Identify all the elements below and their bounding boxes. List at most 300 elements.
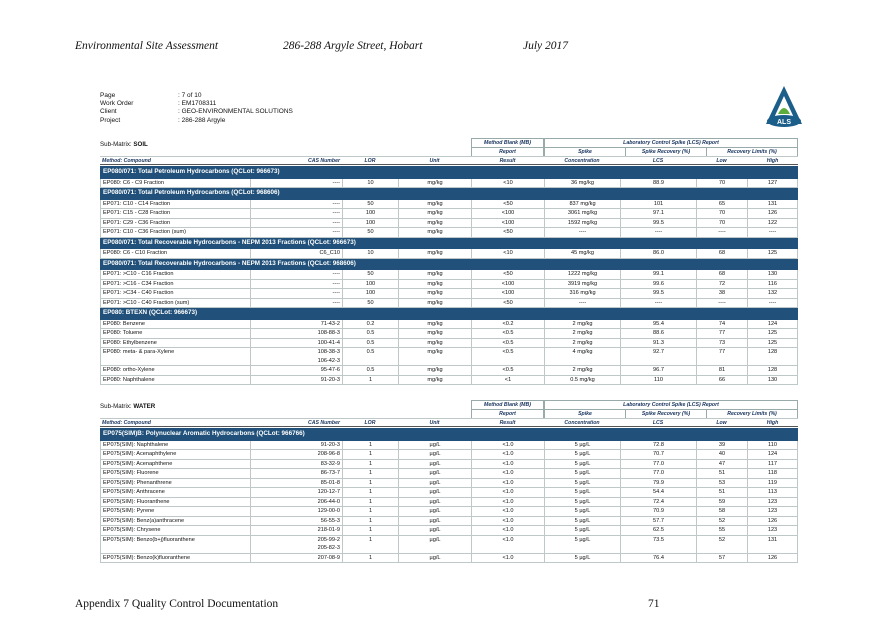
table-cell: ----: [621, 298, 697, 308]
table-cell: 5 µg/L: [545, 478, 621, 488]
table-row: [101, 488, 798, 498]
table-cell: 5 µg/L: [545, 516, 621, 526]
logo-text: ALS: [777, 119, 791, 126]
table-cell: 100: [343, 279, 399, 289]
table-cell: <1.0: [472, 469, 545, 479]
table-cell: 40: [697, 450, 748, 460]
table-cell: 52: [697, 516, 748, 526]
table-cell: C6_C10: [251, 249, 343, 259]
table-cell: 5 µg/L: [545, 469, 621, 479]
meta-value: : GEO-ENVIRONMENTAL SOLUTIONS: [178, 108, 293, 116]
qc-lot-title: EP080/071: Total Recoverable Hydrocarbons - NEPM 2013 Fractions (QCLot: 968606): [101, 258, 798, 270]
table-cell: 50: [343, 199, 399, 209]
table-cell: 1: [343, 553, 399, 563]
table-cell: 100: [343, 209, 399, 219]
table-cell: 5 µg/L: [545, 450, 621, 460]
qc-lot-header: [101, 308, 798, 320]
sub-matrix-label: Sub-Matrix: WATER: [100, 403, 156, 410]
table-cell: 207-08-9: [251, 553, 343, 563]
table-cell: 113: [748, 488, 798, 498]
table-cell: <10: [472, 178, 545, 188]
table-cell: 2 mg/kg: [545, 319, 621, 329]
soil-results-table: [100, 166, 798, 385]
table-cell: 88.9: [621, 178, 697, 188]
table-cell: mg/kg: [399, 319, 472, 329]
table-row: [101, 338, 798, 348]
table-row: [101, 375, 798, 385]
table-cell: <50: [472, 298, 545, 308]
table-cell: EP075(SIM): Benzo(k)fluoranthene: [101, 553, 251, 563]
table-row: [101, 469, 798, 479]
table-row: [101, 319, 798, 329]
footer-text: Appendix 7 Quality Control Documentation: [75, 598, 279, 610]
table-cell: 51: [697, 488, 748, 498]
table-row: [101, 459, 798, 469]
table-cell: 68: [697, 249, 748, 259]
table-cell: EP075(SIM): Chrysene: [101, 526, 251, 536]
table-row: [101, 329, 798, 339]
table-cell: 2 mg/kg: [545, 366, 621, 376]
table-cell: 132: [748, 289, 798, 299]
table-cell: <100: [472, 279, 545, 289]
table-cell: 125: [748, 249, 798, 259]
table-cell: <50: [472, 228, 545, 238]
report-meta: [100, 92, 293, 125]
table-cell: <1.0: [472, 553, 545, 563]
qc-lot-header: [101, 188, 798, 200]
table-cell: 206-44-0: [251, 497, 343, 507]
table-cell: 1: [343, 497, 399, 507]
lcs-header: Laboratory Control Spike (LCS) Report Spike Spike Recovery (%) Recovery Limits (%): [544, 400, 798, 419]
table-cell: 128: [748, 366, 798, 376]
table-cell: EP071: >C34 - C40 Fraction: [101, 289, 251, 299]
method-blank-header: Method Blank (MB) Report: [471, 400, 544, 419]
table-cell: ----: [251, 228, 343, 238]
table-cell: 39: [697, 440, 748, 450]
table-cell: 54.4: [621, 488, 697, 498]
table-cell: <100: [472, 209, 545, 219]
table-cell: 5 µg/L: [545, 526, 621, 536]
table-cell: 125: [748, 338, 798, 348]
table-cell: ----: [251, 270, 343, 280]
table-row: [101, 270, 798, 280]
table-cell: 316 mg/kg: [545, 289, 621, 299]
cas-number-secondary: 106-42-3: [317, 357, 340, 364]
table-cell: 74: [697, 319, 748, 329]
table-cell: ----: [251, 199, 343, 209]
table-cell: mg/kg: [399, 289, 472, 299]
table-cell: <1.0: [472, 488, 545, 498]
qc-lot-title: EP080/071: Total Recoverable Hydrocarbons - NEPM 2013 Fractions (QCLot: 966673): [101, 237, 798, 249]
qc-lot-title: EP075(SIM)B: Polynuclear Aromatic Hydrocarbons (QCLot: 966766): [101, 429, 798, 441]
table-cell: 95.4: [621, 319, 697, 329]
table-cell: 0.5: [343, 366, 399, 376]
sub-matrix-label: Sub-Matrix: SOIL: [100, 141, 148, 148]
table-cell: EP080: Benzene: [101, 319, 251, 329]
table-cell: <100: [472, 289, 545, 299]
table-cell: <0.5: [472, 329, 545, 339]
table-cell: 53: [697, 478, 748, 488]
table-row: [101, 289, 798, 299]
table-cell: EP071: C10 - C14 Fraction: [101, 199, 251, 209]
table-row: [101, 553, 798, 563]
table-cell: µg/L: [399, 516, 472, 526]
table-row: [101, 279, 798, 289]
table-cell: 59: [697, 497, 748, 507]
table-cell: 47: [697, 459, 748, 469]
table-cell: µg/L: [399, 450, 472, 460]
page-number: 71: [648, 598, 660, 610]
table-cell: 50: [343, 228, 399, 238]
table-cell: 2 mg/kg: [545, 329, 621, 339]
table-cell: 70: [697, 178, 748, 188]
table-cell: 100: [343, 218, 399, 228]
table-row: [101, 507, 798, 517]
table-cell: 123: [748, 497, 798, 507]
table-cell: 127: [748, 178, 798, 188]
table-row: [101, 249, 798, 259]
table-cell: 99.1: [621, 270, 697, 280]
table-cell: EP075(SIM): Anthracene: [101, 488, 251, 498]
table-cell: 99.5: [621, 218, 697, 228]
table-cell: mg/kg: [399, 338, 472, 348]
table-cell: 5 µg/L: [545, 440, 621, 450]
table-cell: ----: [251, 218, 343, 228]
table-cell: 10: [343, 249, 399, 259]
table-cell: 5 µg/L: [545, 488, 621, 498]
cas-number: 205-99-2: [317, 536, 340, 543]
table-cell: mg/kg: [399, 209, 472, 219]
table-cell: 110: [748, 440, 798, 450]
table-cell: mg/kg: [399, 279, 472, 289]
table-cell: 1222 mg/kg: [545, 270, 621, 280]
meta-label: Page: [100, 92, 116, 99]
table-cell: EP075(SIM): Benz(a)anthracene: [101, 516, 251, 526]
table-cell: <1.0: [472, 526, 545, 536]
table-cell: EP071: C29 - C36 Fraction: [101, 218, 251, 228]
table-cell: EP075(SIM): Pyrene: [101, 507, 251, 517]
table-cell: 83-32-9: [251, 459, 343, 469]
table-cell: 72: [697, 279, 748, 289]
header-date: July 2017: [523, 40, 569, 52]
table-cell: µg/L: [399, 507, 472, 517]
table-row: [101, 199, 798, 209]
table-cell: 52: [697, 535, 748, 553]
table-cell: 50: [343, 270, 399, 280]
table-cell: 65: [697, 199, 748, 209]
table-cell: 72.8: [621, 440, 697, 450]
table-cell: 3061 mg/kg: [545, 209, 621, 219]
table-cell: 128: [748, 348, 798, 366]
table-cell: 50: [343, 298, 399, 308]
table-cell: 71-43-2: [251, 319, 343, 329]
table-cell: 86.0: [621, 249, 697, 259]
table-cell: 77: [697, 329, 748, 339]
table-cell: EP075(SIM): Acenaphthene: [101, 459, 251, 469]
table-cell: 92.7: [621, 348, 697, 366]
table-cell: <100: [472, 218, 545, 228]
table-cell: ----: [697, 228, 748, 238]
table-cell: 10: [343, 178, 399, 188]
table-cell: ----: [251, 178, 343, 188]
table-cell: 70.9: [621, 507, 697, 517]
table-cell: 1: [343, 459, 399, 469]
qc-lot-title: EP080/071: Total Petroleum Hydrocarbons (QCLot: 968606): [101, 188, 798, 200]
table-cell: 97.1: [621, 209, 697, 219]
table-cell: EP080: Toluene: [101, 329, 251, 339]
table-cell: 5 µg/L: [545, 497, 621, 507]
table-cell: EP071: C10 - C36 Fraction (sum): [101, 228, 251, 238]
table-cell: 85-01-8: [251, 478, 343, 488]
table-cell: 68: [697, 270, 748, 280]
table-row: [101, 298, 798, 308]
table-cell: 95-47-6: [251, 366, 343, 376]
table-cell: 122: [748, 218, 798, 228]
table-cell: 837 mg/kg: [545, 199, 621, 209]
table-cell: 66: [697, 375, 748, 385]
header-address: 286-288 Argyle Street, Hobart: [283, 40, 423, 52]
table-cell: 1592 mg/kg: [545, 218, 621, 228]
table-cell: 91-20-3: [251, 440, 343, 450]
table-row: [101, 178, 798, 188]
table-cell: EP075(SIM): Benzo(b+j)fluoranthene: [101, 535, 251, 553]
table-cell: 81: [697, 366, 748, 376]
cas-number: 108-38-3: [317, 349, 340, 355]
table-cell: mg/kg: [399, 270, 472, 280]
table-cell: 99.6: [621, 279, 697, 289]
table-cell: <1.0: [472, 497, 545, 507]
table-cell: ----: [545, 228, 621, 238]
table-cell: µg/L: [399, 535, 472, 553]
table-cell: 5 µg/L: [545, 535, 621, 553]
qc-lot-header: [101, 167, 798, 179]
table-cell: 119: [748, 478, 798, 488]
table-row: [101, 450, 798, 460]
table-cell: 118: [748, 469, 798, 479]
table-cell: <1.0: [472, 507, 545, 517]
table-cell: <0.5: [472, 338, 545, 348]
table-cell: µg/L: [399, 526, 472, 536]
table-cell: EP080: meta- & para-Xylene: [101, 348, 251, 366]
table-cell: µg/L: [399, 459, 472, 469]
table-cell: 57.7: [621, 516, 697, 526]
qc-lot-header: [101, 258, 798, 270]
table-cell: 1: [343, 450, 399, 460]
table-cell: EP075(SIM): Fluorene: [101, 469, 251, 479]
table-cell: µg/L: [399, 497, 472, 507]
table-cell: 1: [343, 440, 399, 450]
table-cell: 91-20-3: [251, 375, 343, 385]
table-cell: µg/L: [399, 440, 472, 450]
table-cell: 131: [748, 199, 798, 209]
table-cell: EP075(SIM): Phenanthrene: [101, 478, 251, 488]
table-cell: 0.5: [343, 348, 399, 366]
table-cell: <0.5: [472, 366, 545, 376]
table-cell: 123: [748, 526, 798, 536]
table-cell: 117: [748, 459, 798, 469]
table-cell: [251, 348, 343, 366]
table-cell: 5 µg/L: [545, 553, 621, 563]
table-cell: µg/L: [399, 478, 472, 488]
table-cell: mg/kg: [399, 375, 472, 385]
table-cell: 56-55-3: [251, 516, 343, 526]
table-cell: 70: [697, 218, 748, 228]
table-cell: 0.5 mg/kg: [545, 375, 621, 385]
table-cell: 5 µg/L: [545, 459, 621, 469]
table-cell: <10: [472, 249, 545, 259]
table-cell: mg/kg: [399, 366, 472, 376]
table-row: [101, 218, 798, 228]
table-cell: 129-00-0: [251, 507, 343, 517]
meta-label: Project: [100, 116, 121, 124]
table-cell: 130: [748, 375, 798, 385]
table-cell: ----: [621, 228, 697, 238]
table-row: [101, 478, 798, 488]
table-cell: EP071: >C16 - C34 Fraction: [101, 279, 251, 289]
table-cell: 1: [343, 507, 399, 517]
table-cell: ----: [251, 209, 343, 219]
table-cell: 218-01-9: [251, 526, 343, 536]
meta-label: Work Order: [100, 100, 134, 108]
table-cell: 101: [621, 199, 697, 209]
table-cell: ----: [748, 298, 798, 308]
table-cell: 100: [343, 289, 399, 299]
table-cell: ----: [251, 279, 343, 289]
table-cell: 124: [748, 450, 798, 460]
table-cell: mg/kg: [399, 298, 472, 308]
table-cell: 72.4: [621, 497, 697, 507]
table-cell: <50: [472, 199, 545, 209]
table-cell: 110: [621, 375, 697, 385]
table-cell: 1: [343, 488, 399, 498]
table-cell: 86-73-7: [251, 469, 343, 479]
table-cell: 126: [748, 553, 798, 563]
table-cell: 1: [343, 469, 399, 479]
method-blank-header: Method Blank (MB) Report: [471, 138, 544, 157]
table-cell: 77: [697, 348, 748, 366]
table-row: [101, 348, 798, 366]
header-title: Environmental Site Assessment: [75, 40, 219, 52]
table-cell: 108-88-3: [251, 329, 343, 339]
table-cell: 124: [748, 319, 798, 329]
table-row: [101, 497, 798, 507]
table-cell: 99.5: [621, 289, 697, 299]
table-cell: 57: [697, 553, 748, 563]
table-cell: <1.0: [472, 535, 545, 553]
table-cell: <1.0: [472, 450, 545, 460]
table-cell: 73.5: [621, 535, 697, 553]
table-cell: mg/kg: [399, 199, 472, 209]
table-cell: 62.5: [621, 526, 697, 536]
table-cell: 0.2: [343, 319, 399, 329]
table-cell: 126: [748, 209, 798, 219]
table-cell: 76.4: [621, 553, 697, 563]
table-cell: 126: [748, 516, 798, 526]
table-row: [101, 440, 798, 450]
table-cell: <1.0: [472, 459, 545, 469]
table-cell: 123: [748, 507, 798, 517]
table-cell: 131: [748, 535, 798, 553]
table-cell: EP080: C6 - C10 Fraction: [101, 249, 251, 259]
table-cell: 208-96-8: [251, 450, 343, 460]
table-cell: 58: [697, 507, 748, 517]
table-cell: mg/kg: [399, 329, 472, 339]
meta-value: : 7 of 10: [178, 92, 202, 99]
table-cell: ----: [748, 228, 798, 238]
table-cell: EP075(SIM): Fluoranthene: [101, 497, 251, 507]
table-cell: <50: [472, 270, 545, 280]
table-cell: mg/kg: [399, 348, 472, 366]
table-cell: µg/L: [399, 469, 472, 479]
table-cell: EP080: Ethylbenzene: [101, 338, 251, 348]
qc-lot-title: EP080: BTEXN (QCLot: 966673): [101, 308, 798, 320]
table-cell: µg/L: [399, 553, 472, 563]
table-row: [101, 516, 798, 526]
meta-label: Client: [100, 108, 117, 116]
cas-number-secondary: 205-82-3: [317, 545, 340, 551]
table-cell: EP075(SIM): Acenaphthylene: [101, 450, 251, 460]
table-cell: EP080: ortho-Xylene: [101, 366, 251, 376]
table-cell: ----: [545, 298, 621, 308]
table-cell: EP071: >C10 - C40 Fraction (sum): [101, 298, 251, 308]
qc-lot-title: EP080/071: Total Petroleum Hydrocarbons (QCLot: 966673): [101, 167, 798, 179]
table-cell: 1: [343, 375, 399, 385]
table-cell: 38: [697, 289, 748, 299]
table-cell: 36 mg/kg: [545, 178, 621, 188]
table-cell: EP075(SIM): Naphthalene: [101, 440, 251, 450]
qc-lot-header: [101, 429, 798, 441]
table-cell: 1: [343, 526, 399, 536]
table-cell: 116: [748, 279, 798, 289]
table-row: [101, 535, 798, 553]
table-cell: 70.7: [621, 450, 697, 460]
table-cell: 100-41-4: [251, 338, 343, 348]
table-cell: 130: [748, 270, 798, 280]
table-cell: <0.5: [472, 348, 545, 366]
table-cell: 55: [697, 526, 748, 536]
table-row: [101, 526, 798, 536]
table-cell: 51: [697, 469, 748, 479]
table-cell: 125: [748, 329, 798, 339]
table-cell: <0.2: [472, 319, 545, 329]
table-cell: mg/kg: [399, 178, 472, 188]
table-cell: EP080: C6 - C9 Fraction: [101, 178, 251, 188]
table-cell: mg/kg: [399, 249, 472, 259]
table-cell: 4 mg/kg: [545, 348, 621, 366]
table-cell: 96.7: [621, 366, 697, 376]
table-cell: ----: [697, 298, 748, 308]
table-cell: mg/kg: [399, 228, 472, 238]
table-cell: 88.6: [621, 329, 697, 339]
qc-lot-header: [101, 237, 798, 249]
table-cell: <1.0: [472, 478, 545, 488]
table-cell: EP071: >C10 - C16 Fraction: [101, 270, 251, 280]
table-cell: <1: [472, 375, 545, 385]
water-results-table: [100, 428, 798, 563]
table-cell: 79.9: [621, 478, 697, 488]
column-header-row: Method: Compound CAS Number LOR Unit Result Concentration LCS Low High: [100, 418, 798, 427]
table-cell: 1: [343, 478, 399, 488]
table-cell: <1.0: [472, 516, 545, 526]
table-cell: EP071: C15 - C28 Fraction: [101, 209, 251, 219]
table-cell: ----: [251, 298, 343, 308]
meta-value: : 286-288 Argyle: [178, 116, 226, 124]
als-logo: [764, 84, 804, 132]
column-header-row: Method: Compound CAS Number LOR Unit Result Concentration LCS Low High: [100, 156, 798, 165]
table-row: [101, 228, 798, 238]
table-cell: mg/kg: [399, 218, 472, 228]
table-row: [101, 366, 798, 376]
